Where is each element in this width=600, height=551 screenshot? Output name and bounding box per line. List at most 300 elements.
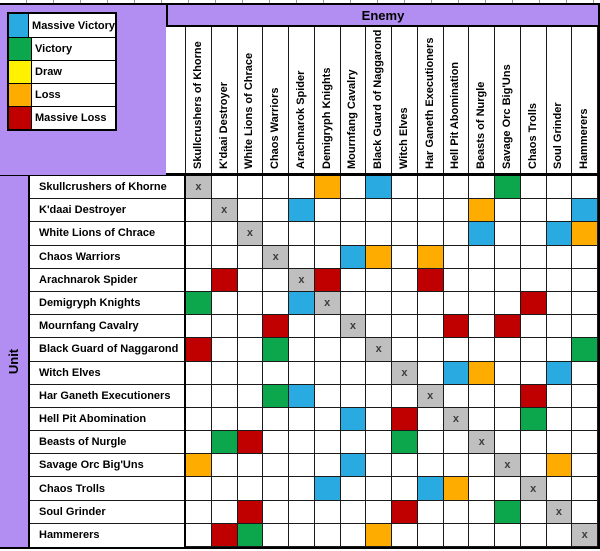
matrix-cell[interactable] — [572, 431, 598, 454]
matrix-cell[interactable] — [238, 477, 264, 500]
matrix-cell[interactable] — [572, 408, 598, 431]
matrix-cell[interactable] — [238, 246, 264, 269]
matrix-cell[interactable] — [547, 524, 573, 547]
matrix-cell[interactable] — [366, 246, 392, 269]
matrix-cell[interactable] — [495, 176, 521, 199]
row-label: Chaos Warriors — [30, 246, 184, 269]
matrix-cell[interactable] — [392, 176, 418, 199]
matrix-cell[interactable] — [469, 408, 495, 431]
matrix-cell[interactable] — [315, 431, 341, 454]
matrix-cell[interactable] — [444, 269, 470, 292]
matrix-cell[interactable] — [444, 199, 470, 222]
matrix-cell[interactable] — [315, 524, 341, 547]
matrix-cell[interactable] — [238, 501, 264, 524]
matrix-cell[interactable] — [238, 315, 264, 338]
matrix-cell[interactable] — [212, 176, 238, 199]
matrix-cell[interactable] — [366, 385, 392, 408]
matrix-cell[interactable] — [315, 385, 341, 408]
matrix-cell[interactable] — [315, 477, 341, 500]
matrix-cell[interactable] — [289, 315, 315, 338]
row-labels — [28, 175, 186, 549]
matrix-cell[interactable] — [186, 362, 212, 385]
column-header-label: Har Ganeth Executioners — [423, 37, 436, 169]
matrix-cell[interactable] — [212, 385, 238, 408]
matrix-cell[interactable] — [495, 385, 521, 408]
matrix-cell[interactable] — [418, 338, 444, 361]
matrix-cell-mirror[interactable]: x — [418, 385, 444, 408]
matrix-cell[interactable] — [238, 385, 264, 408]
matrix-cell[interactable] — [495, 477, 521, 500]
matrix-cell[interactable] — [547, 199, 573, 222]
matrix-cell[interactable] — [392, 269, 418, 292]
matrix-cell[interactable] — [521, 176, 547, 199]
matrix-cell[interactable] — [418, 269, 444, 292]
matrix-cell[interactable] — [469, 315, 495, 338]
matrix-cell[interactable] — [495, 501, 521, 524]
matrix-cell[interactable] — [315, 315, 341, 338]
matrix-cell[interactable] — [469, 524, 495, 547]
matrix-cell[interactable] — [212, 524, 238, 547]
matrix-cell[interactable] — [444, 315, 470, 338]
column-header-label: Chaos Warriors — [269, 87, 282, 169]
matrix-cell[interactable] — [444, 524, 470, 547]
matrix-cell[interactable] — [263, 501, 289, 524]
matrix-cell[interactable] — [547, 315, 573, 338]
matrix-cell[interactable] — [263, 431, 289, 454]
matrix-cell[interactable] — [469, 246, 495, 269]
matrix-cell[interactable] — [495, 315, 521, 338]
matrix-cell[interactable] — [289, 524, 315, 547]
matrix-cell[interactable] — [341, 362, 367, 385]
matrix-cell[interactable] — [521, 315, 547, 338]
matrix-cell[interactable] — [495, 199, 521, 222]
matrix-cell[interactable] — [547, 222, 573, 245]
matrix-cell[interactable] — [572, 501, 598, 524]
matrix-cell[interactable] — [418, 222, 444, 245]
legend-item — [9, 37, 115, 60]
matrix-cell-mirror[interactable]: x — [263, 246, 289, 269]
matrix-cell[interactable] — [186, 524, 212, 547]
matrix-cell[interactable] — [315, 408, 341, 431]
matrix-cell[interactable] — [392, 199, 418, 222]
column-header — [392, 27, 418, 173]
matrix-cell[interactable] — [341, 176, 367, 199]
matrix-cell[interactable] — [392, 292, 418, 315]
matrix-cell[interactable] — [572, 385, 598, 408]
column-header-label: K'daai Destroyer — [217, 82, 230, 169]
matrix-cell[interactable] — [418, 362, 444, 385]
matrix-cell[interactable] — [469, 501, 495, 524]
matrix-cell[interactable] — [186, 385, 212, 408]
matrix-cell[interactable] — [547, 176, 573, 199]
matrix-cell[interactable] — [366, 199, 392, 222]
matrix-cell[interactable] — [572, 454, 598, 477]
column-header — [341, 27, 367, 173]
matrix-cell[interactable] — [212, 315, 238, 338]
legend-item-label: Victory — [35, 43, 73, 55]
matrix-cell[interactable] — [238, 524, 264, 547]
matrix-cell[interactable] — [572, 477, 598, 500]
matrix-cell[interactable] — [212, 269, 238, 292]
matrix-cell[interactable] — [341, 477, 367, 500]
matrix-cell[interactable] — [289, 362, 315, 385]
matrix-cell-mirror[interactable]: x — [547, 501, 573, 524]
matrix-cell[interactable] — [469, 362, 495, 385]
unit-axis-header — [0, 175, 28, 549]
matrix-cell[interactable] — [521, 338, 547, 361]
matrix-cell[interactable] — [495, 292, 521, 315]
unit-axis-label: Unit — [6, 348, 22, 375]
matrix-cell-mirror[interactable]: x — [315, 292, 341, 315]
matrix-cell[interactable] — [392, 454, 418, 477]
matrix-cell[interactable] — [572, 292, 598, 315]
matrix-cell[interactable] — [289, 338, 315, 361]
matrix-cell[interactable] — [289, 176, 315, 199]
matrix-cell[interactable] — [572, 269, 598, 292]
matrix-cell[interactable] — [444, 338, 470, 361]
column-header-label: White Lions of Chrace — [243, 52, 256, 169]
matrix-cell[interactable] — [495, 362, 521, 385]
matrix-cell[interactable] — [444, 454, 470, 477]
matrix-cell[interactable] — [547, 477, 573, 500]
matrix-cell[interactable] — [392, 315, 418, 338]
matrix-cell[interactable] — [263, 524, 289, 547]
matrix-cell[interactable] — [186, 269, 212, 292]
matrix-cell[interactable] — [418, 292, 444, 315]
matrix-cell[interactable] — [289, 246, 315, 269]
matrix-cell[interactable] — [521, 431, 547, 454]
matrix-cell[interactable] — [263, 315, 289, 338]
matrix-cell[interactable] — [418, 408, 444, 431]
row-label: Savage Orc Big'Uns — [30, 454, 184, 477]
matrix-cell[interactable] — [392, 524, 418, 547]
matrix-cell[interactable] — [263, 199, 289, 222]
matrix-cell[interactable] — [495, 524, 521, 547]
matrix-cell[interactable] — [186, 454, 212, 477]
matrix-cell[interactable] — [315, 454, 341, 477]
matrix-cell[interactable] — [521, 524, 547, 547]
matrix-cell[interactable] — [341, 454, 367, 477]
matrix-cell[interactable] — [315, 501, 341, 524]
matrix-cell[interactable] — [444, 292, 470, 315]
matrix-cell[interactable] — [212, 246, 238, 269]
matrix-cell[interactable] — [263, 408, 289, 431]
matrix-cell[interactable] — [418, 454, 444, 477]
matrix-cell[interactable] — [238, 454, 264, 477]
matrix-cell[interactable] — [186, 199, 212, 222]
matrix-cell[interactable] — [418, 246, 444, 269]
column-header-label: Chaos Trolls — [526, 102, 539, 169]
matrix-cell[interactable] — [572, 362, 598, 385]
matrix-cell[interactable] — [495, 246, 521, 269]
legend-item — [9, 106, 115, 129]
matrix-cell-mirror[interactable]: x — [186, 176, 212, 199]
matrix-cell-mirror[interactable]: x — [212, 199, 238, 222]
matrix-cell[interactable] — [469, 454, 495, 477]
matrix-cell[interactable] — [495, 222, 521, 245]
matrix-cell[interactable] — [289, 292, 315, 315]
matrix-cell[interactable] — [212, 408, 238, 431]
matrix-cell[interactable] — [469, 385, 495, 408]
matrix-cell[interactable] — [263, 477, 289, 500]
matrix-cell[interactable] — [186, 408, 212, 431]
matrix-cell[interactable] — [289, 385, 315, 408]
column-header — [521, 27, 547, 173]
matrix-cell[interactable] — [263, 292, 289, 315]
matrix-cell[interactable] — [572, 222, 598, 245]
matrix-cell[interactable] — [212, 292, 238, 315]
matrix-cell[interactable] — [315, 338, 341, 361]
matrix-cell[interactable] — [212, 501, 238, 524]
matrix-cell[interactable] — [366, 292, 392, 315]
matrix-cell[interactable] — [418, 477, 444, 500]
enemy-axis-label: Enemy — [361, 7, 405, 23]
matrix-cell-mirror[interactable]: x — [238, 222, 264, 245]
matrix-cell[interactable] — [547, 362, 573, 385]
matrix-cell[interactable] — [289, 454, 315, 477]
matrix-cell[interactable] — [469, 176, 495, 199]
matrix-cell[interactable] — [341, 408, 367, 431]
matrix-cell[interactable] — [186, 315, 212, 338]
column-header — [469, 27, 495, 173]
matrix-cell[interactable] — [547, 246, 573, 269]
column-header-label: Soul Grinder — [552, 102, 565, 169]
matrix-cell[interactable] — [521, 362, 547, 385]
matrix-cell[interactable] — [315, 199, 341, 222]
matrix-cell[interactable] — [547, 338, 573, 361]
matrix-cell[interactable] — [444, 431, 470, 454]
matrix-cell[interactable] — [469, 222, 495, 245]
matrix-cell[interactable] — [238, 269, 264, 292]
matrix-cell[interactable] — [238, 199, 264, 222]
column-header-label: Skullcrushers of Khorne — [191, 41, 204, 169]
matrix-cell[interactable] — [392, 431, 418, 454]
matrix-cell[interactable] — [366, 524, 392, 547]
matrix-cell[interactable] — [366, 454, 392, 477]
matrix-cell[interactable] — [495, 431, 521, 454]
matrix-cell[interactable] — [366, 477, 392, 500]
matrix-cell[interactable] — [341, 501, 367, 524]
legend-panel — [0, 3, 166, 175]
matrix-cell[interactable] — [263, 454, 289, 477]
column-header-label: Savage Orc Big'Uns — [500, 64, 513, 169]
matrix-cell[interactable] — [418, 524, 444, 547]
matrix-cell-mirror[interactable]: x — [289, 269, 315, 292]
matrix-cell[interactable] — [418, 199, 444, 222]
matrix-cell[interactable] — [238, 431, 264, 454]
matrix-cell[interactable] — [444, 385, 470, 408]
legend-item — [9, 14, 115, 37]
matrix-cell[interactable] — [315, 246, 341, 269]
matrix-cell[interactable] — [341, 292, 367, 315]
matrix-cell[interactable] — [186, 246, 212, 269]
matrix-cell[interactable] — [341, 338, 367, 361]
matrix-cell[interactable] — [186, 501, 212, 524]
matrix-cell[interactable] — [392, 385, 418, 408]
matrix-cell[interactable] — [212, 362, 238, 385]
matrix-cell[interactable] — [186, 477, 212, 500]
matrix-cell[interactable] — [289, 222, 315, 245]
matrix-cell[interactable] — [521, 222, 547, 245]
matrix-cell[interactable] — [495, 269, 521, 292]
matrix-cell[interactable] — [418, 501, 444, 524]
matrix-cell[interactable] — [238, 408, 264, 431]
matrix-cell[interactable] — [289, 408, 315, 431]
column-header — [186, 27, 212, 173]
column-header-label: Arachnarok Spider — [294, 70, 307, 169]
matrix-cell[interactable] — [366, 431, 392, 454]
matrix-cell[interactable] — [263, 222, 289, 245]
matrix-cell[interactable] — [495, 408, 521, 431]
matrix-cell[interactable] — [521, 501, 547, 524]
matrix-cell[interactable] — [341, 222, 367, 245]
matrix-cell[interactable] — [341, 385, 367, 408]
matrix-cell[interactable] — [341, 199, 367, 222]
row-label: Hell Pit Abomination — [30, 408, 184, 431]
matrix-cell[interactable] — [418, 176, 444, 199]
matrix-cell[interactable] — [444, 501, 470, 524]
matrix-cell[interactable] — [263, 176, 289, 199]
matrix-cell[interactable] — [315, 222, 341, 245]
matrix-cell[interactable] — [495, 338, 521, 361]
matrix-cell[interactable] — [418, 431, 444, 454]
matrix-cell[interactable] — [212, 454, 238, 477]
matrix-cell[interactable] — [521, 292, 547, 315]
matrix-cell-mirror[interactable]: x — [366, 338, 392, 361]
matrix-cell[interactable] — [392, 501, 418, 524]
result-matrix — [186, 175, 600, 549]
matrix-cell[interactable] — [547, 269, 573, 292]
matrix-cell[interactable] — [469, 269, 495, 292]
matrix-cell[interactable] — [289, 501, 315, 524]
matrix-cell[interactable] — [521, 408, 547, 431]
column-header — [366, 27, 392, 173]
matrix-cell-mirror[interactable]: x — [469, 431, 495, 454]
matrix-cell-mirror[interactable]: x — [572, 524, 598, 547]
matrix-cell[interactable] — [547, 385, 573, 408]
matrix-cell[interactable] — [469, 338, 495, 361]
matrix-cell[interactable] — [315, 362, 341, 385]
matrix-cell[interactable] — [366, 501, 392, 524]
matrix-cell[interactable] — [572, 246, 598, 269]
matrix-cell[interactable] — [186, 338, 212, 361]
matrix-cell[interactable] — [212, 431, 238, 454]
matrix-cell-mirror[interactable]: x — [444, 408, 470, 431]
matrix-cell[interactable] — [341, 524, 367, 547]
matrix-cell[interactable] — [186, 292, 212, 315]
matrix-cell[interactable] — [212, 222, 238, 245]
matrix-cell[interactable] — [469, 292, 495, 315]
matrix-cell[interactable] — [263, 269, 289, 292]
column-header-label: Black Guard of Naggarond — [372, 29, 385, 169]
column-header — [547, 27, 573, 173]
matrix-cell-mirror[interactable]: x — [392, 362, 418, 385]
matrix-cell[interactable] — [366, 176, 392, 199]
matrix-cell[interactable] — [547, 431, 573, 454]
matrix-cell[interactable] — [289, 199, 315, 222]
matrix-cell[interactable] — [392, 408, 418, 431]
matrix-cell[interactable] — [392, 246, 418, 269]
matrix-cell[interactable] — [392, 222, 418, 245]
matrix-cell[interactable] — [572, 199, 598, 222]
matrix-cell[interactable] — [547, 408, 573, 431]
matrix-cell[interactable] — [418, 315, 444, 338]
matrix-cell-mirror[interactable]: x — [521, 477, 547, 500]
column-header — [418, 27, 444, 173]
matrix-cell[interactable] — [521, 246, 547, 269]
column-header — [495, 27, 521, 173]
column-header-label: Witch Elves — [397, 107, 410, 169]
matrix-cell[interactable] — [238, 292, 264, 315]
legend-item-label: Draw — [35, 66, 62, 78]
matrix-cell[interactable] — [366, 315, 392, 338]
matrix-cell[interactable] — [521, 385, 547, 408]
matrix-cell[interactable] — [521, 199, 547, 222]
matrix-cell[interactable] — [212, 477, 238, 500]
matrix-cell[interactable] — [186, 222, 212, 245]
matrix-cell[interactable] — [212, 338, 238, 361]
matrix-cell[interactable] — [341, 269, 367, 292]
matrix-cell[interactable] — [572, 176, 598, 199]
row-label: Har Ganeth Executioners — [30, 385, 184, 408]
matrix-cell[interactable] — [263, 385, 289, 408]
matrix-cell[interactable] — [289, 477, 315, 500]
column-header — [263, 27, 289, 173]
matrix-cell[interactable] — [366, 362, 392, 385]
matrix-cell[interactable] — [341, 246, 367, 269]
matrix-cell[interactable] — [469, 477, 495, 500]
row-label: Black Guard of Naggarond — [30, 338, 184, 361]
matrix-cell[interactable] — [547, 292, 573, 315]
matrix-cell[interactable] — [572, 315, 598, 338]
matrix-cell[interactable] — [263, 338, 289, 361]
matrix-cell[interactable] — [521, 269, 547, 292]
column-header-label: Mournfang Cavalry — [346, 69, 359, 169]
matrix-cell[interactable] — [289, 431, 315, 454]
matrix-cell[interactable] — [572, 338, 598, 361]
matrix-cell[interactable] — [315, 269, 341, 292]
matrix-cell-mirror[interactable]: x — [495, 454, 521, 477]
column-header — [444, 27, 470, 173]
matrix-cell[interactable] — [392, 338, 418, 361]
column-header — [238, 27, 264, 173]
matrix-cell[interactable] — [341, 431, 367, 454]
matrix-cell[interactable] — [238, 362, 264, 385]
matrix-cell[interactable] — [238, 176, 264, 199]
matrix-cell[interactable] — [238, 338, 264, 361]
matrix-cell[interactable] — [366, 222, 392, 245]
matrix-cell[interactable] — [315, 176, 341, 199]
matrix-cell[interactable] — [444, 362, 470, 385]
v-color-swatch — [9, 38, 32, 60]
column-header-label: Beasts of Nurgle — [475, 81, 488, 169]
matrix-cell[interactable] — [366, 269, 392, 292]
matrix-cell[interactable] — [469, 199, 495, 222]
matrix-cell[interactable] — [444, 222, 470, 245]
column-header-label: Demigryph Knights — [320, 67, 333, 169]
matrix-cell[interactable] — [521, 454, 547, 477]
matrix-cell[interactable] — [444, 246, 470, 269]
matrix-cell[interactable] — [263, 362, 289, 385]
matrix-cell[interactable] — [186, 431, 212, 454]
row-label: White Lions of Chrace — [30, 222, 184, 245]
matrix-cell[interactable] — [366, 408, 392, 431]
matrix-cell[interactable] — [392, 477, 418, 500]
matrix-cell[interactable] — [547, 454, 573, 477]
matrix-cell[interactable] — [444, 477, 470, 500]
matrix-cell-mirror[interactable]: x — [341, 315, 367, 338]
matrix-cell[interactable] — [444, 176, 470, 199]
